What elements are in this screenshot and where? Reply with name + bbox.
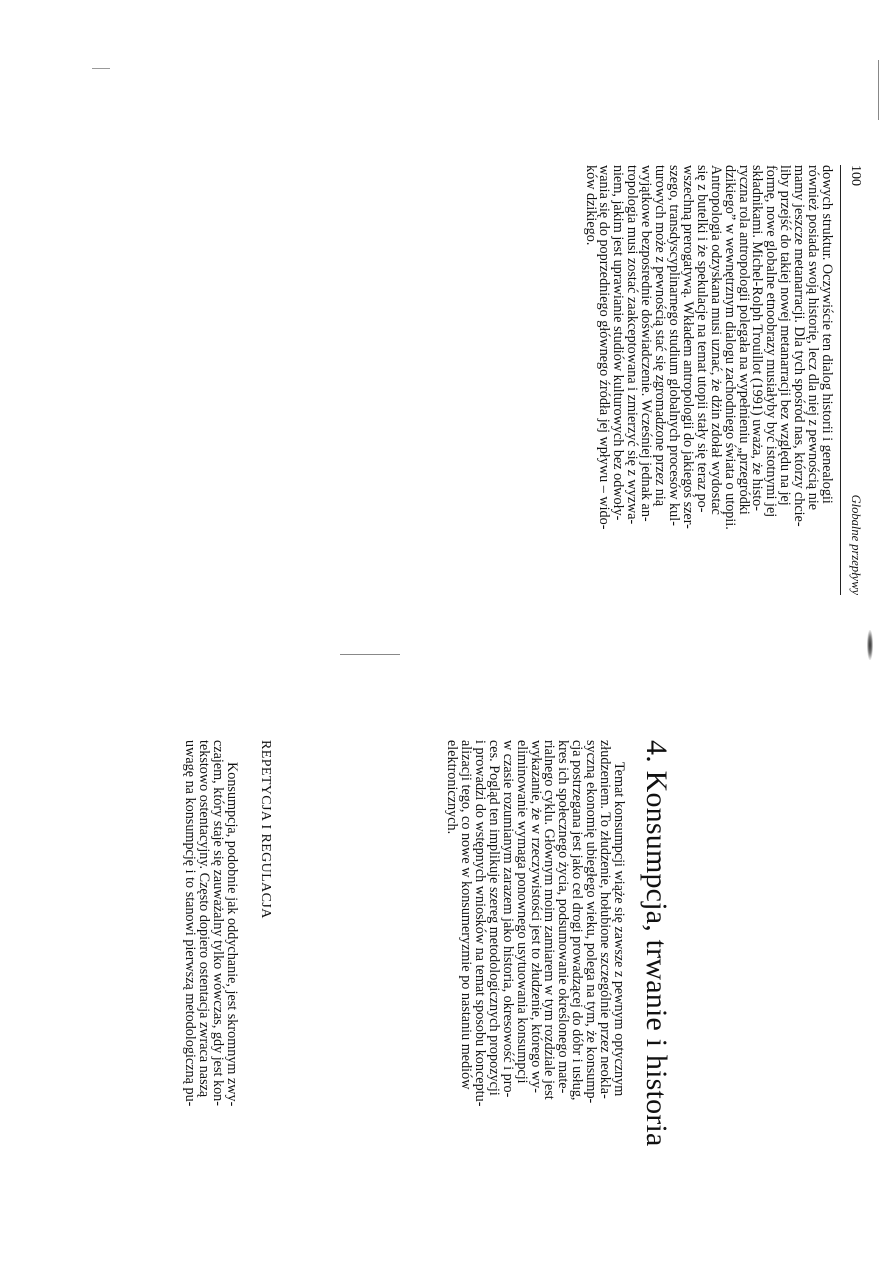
text-line: syczną ekonomię ubiegłego wieku, polega na tym, że konsump- [583, 740, 600, 1104]
text-line: uwagę na konsumpcję i to stanowi pierwszą metodologiczną pu- [182, 740, 199, 1107]
text-line: wszechną prerogatywą. Wkładem antropologii do jakiegoś szer- [679, 165, 696, 529]
page-number: 100 [848, 165, 863, 186]
running-head [840, 165, 867, 595]
running-title: Globalne przepływy [849, 494, 863, 595]
text-line: turowych może z pewnością stać się zgromadzone przez nią [652, 165, 669, 507]
text-line: szego, transdyscyplinarnego studium globalnych procesów kul- [666, 165, 683, 526]
text-line: rialnego cyklu. Głównym moim zamiarem w tym rozdziale jest [541, 740, 558, 1100]
text-line: formę, nowe globalne etnoobrazy musiałyby być istotnymi jej [763, 165, 780, 518]
section-heading: REPETYCJA I REGULACJA [258, 740, 273, 919]
text-line: Temat konsumpcji wiąże się zawsze z pewnym optycznym [611, 762, 627, 1097]
text-line: wykazanie, że w rzeczywistości jest to złudzenie, którego wy- [527, 740, 544, 1093]
text-line: liby przejść do takiej nowej metanarracji bez względu na jej [777, 165, 794, 506]
scan-edge-mark [878, 60, 879, 120]
text-line: eliminowanie wymaga ponownego usytuowania konsumpcji [513, 740, 530, 1084]
text-line: w czasie rozumianym zarazem jako historia, okresowość i pro- [499, 740, 516, 1098]
text-line: alizacji tego, co nowe w konsumeryzmie po nastaniu mediów [458, 740, 475, 1090]
text-line: mamy jeszcze metanarracji. Dla tych spośród nas, którzy chcie- [791, 165, 808, 527]
text-line: cja postrzegana jest jako cel drogi prowadzącej do dóbr i usług, [569, 740, 586, 1101]
text-line: wyjątkowe bezpośrednie doświadczenie. Wcześniej jednak an- [638, 165, 655, 522]
text-line: czajem, który staje się zauważalny tylko wówczas, gdy jest kon- [210, 740, 227, 1106]
left-page-body [583, 165, 833, 595]
text-line: tekstowo ostentacyjny. Często dopiero ostentacja zwraca naszą [196, 740, 213, 1098]
text-line: kres ich społecznego życia, podsumowanie określonego mate- [555, 740, 572, 1094]
text-line: i prowadzi do wstępnych wniosków na temat sposobu konceptu- [471, 740, 488, 1107]
text-line: ryczna rola antropologii polegała na wypełnieniu „przegródki [735, 165, 752, 515]
text-line: Antropologia odzyskana musi uznać, że dżin zdołał wydostać [707, 165, 724, 515]
text-line: niem, jakim jest uprawianie studiów kulturowych bez odwoły- [610, 165, 627, 521]
text-line: ces. Pogląd ten implikuje szereg metodologicznych propozycji [485, 740, 502, 1096]
text-line: elektronicznych. [444, 740, 461, 835]
text-line: tropologia musi zostać zaakceptowana i zmierzyć się z wyzwa- [624, 165, 641, 525]
chapter-intro [444, 740, 625, 1225]
section-body [182, 740, 238, 1225]
text-line: wania się do poprzedniego głównego źródła jej wpływu – wido- [596, 165, 613, 530]
text-line: Konsumpcja, podobnie jak oddychanie, jest skromnym zwy- [224, 762, 240, 1107]
text-line: również posiada swoją historię, lecz dla niej z pewnością nie [805, 165, 822, 511]
text-line: złudzeniem. To złudzenie, hołubione szczególnie przez neokla- [597, 740, 614, 1099]
scan-edge-mark [92, 68, 110, 69]
text-line: ków dzikiego. [582, 165, 599, 246]
chapter-title: 4. Konsumpcja, trwanie i historia [640, 740, 673, 1147]
text-line: składnikami. Michel-Rolph Trouillot (1991) uważa, że histo- [749, 165, 766, 511]
scan-edge-mark [340, 654, 400, 655]
right-page [0, 640, 893, 1263]
text-line: dzikiego” w wewnętrznym dialogu zachodniego świata o utopii. [721, 165, 738, 530]
text-line: dowych struktur. Oczywiście ten dialog historii i genealogii [819, 165, 835, 504]
text-line: się z butelki i że spekulacje na temat utopii stały się teraz po- [693, 165, 710, 513]
